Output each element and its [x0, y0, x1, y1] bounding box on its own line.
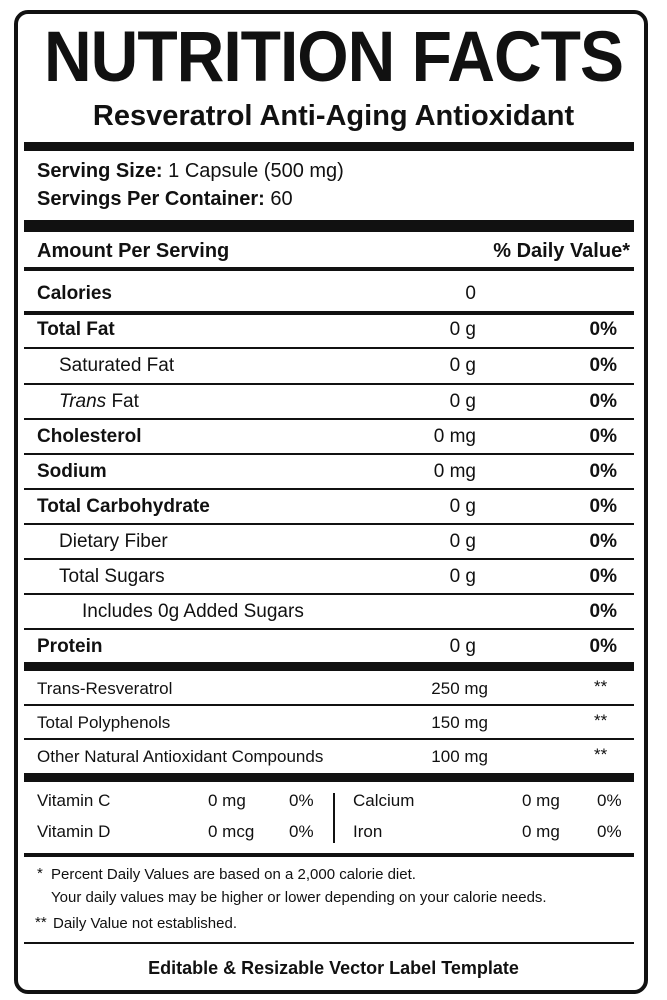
row-divider [24, 383, 634, 385]
row-divider [24, 418, 634, 420]
vitamin-label: Vitamin D [37, 822, 111, 841]
amount-per-serving-header: Amount Per Serving [37, 240, 230, 262]
mineral-label: Iron [353, 822, 383, 841]
divider-thick [24, 773, 634, 782]
nutrient-amount: 0 g [449, 319, 476, 340]
serving-size-value: 1 Capsule (500 mg) [162, 160, 344, 182]
nutrient-amount: 0 g [449, 391, 476, 412]
divider [24, 311, 634, 315]
mineral-label: Calcium [353, 791, 415, 810]
column-separator [333, 793, 335, 843]
supplement-amount: 100 mg [431, 747, 488, 766]
nutrient-amount: 0 g [449, 531, 476, 552]
divider-thick [24, 662, 634, 671]
nutrient-amount: 0 g [449, 496, 476, 517]
footnote-line: Your daily values may be higher or lower depending on your calorie needs. [51, 889, 547, 906]
nutrient-dv: 0% [589, 319, 617, 340]
supplement-dv: ** [594, 677, 608, 696]
footnote-mark: * [37, 865, 43, 882]
nutrient-dv: 0% [589, 531, 617, 552]
nutrient-dv: 0% [589, 636, 617, 657]
nutrient-dv: 0% [589, 355, 617, 376]
divider [24, 942, 634, 944]
nutrient-amount: 0 g [449, 566, 476, 587]
template-caption: Editable & Resizable Vector Label Template [148, 958, 519, 978]
supplement-label: Other Natural Antioxidant Compounds [37, 747, 324, 766]
row-divider [24, 488, 634, 490]
nutrient-label: Cholesterol [37, 426, 142, 447]
nutrient-label: Total Fat [37, 319, 115, 340]
row-divider [24, 347, 634, 349]
nutrient-dv: 0% [589, 461, 617, 482]
servings-per-container-label: Servings Per Container: [37, 188, 265, 210]
row-divider [24, 523, 634, 525]
nutrient-amount: 0 g [449, 355, 476, 376]
supplement-amount: 150 mg [431, 713, 488, 732]
nutrient-dv: 0% [589, 426, 617, 447]
row-divider [24, 593, 634, 595]
nutrient-label: Dietary Fiber [59, 531, 168, 552]
footnote-line: Percent Daily Values are based on a 2,000 calorie diet. [51, 866, 416, 883]
nutrient-amount: 0 mg [433, 461, 476, 482]
product-name: Resveratrol Anti-Aging Antioxidant [92, 100, 575, 132]
nutrient-amount: 0 g [449, 636, 476, 657]
mineral-amount: 0 mg [522, 791, 560, 810]
daily-value-header: % Daily Value* [493, 240, 630, 262]
footnote-mark: ** [35, 914, 47, 931]
nutrient-label: Protein [37, 636, 103, 657]
row-divider [24, 558, 634, 560]
nutrient-label [59, 391, 139, 413]
mineral-dv: 0% [597, 822, 622, 841]
mineral-dv: 0% [597, 791, 622, 810]
vitamin-dv: 0% [289, 822, 314, 841]
servings-per-container [37, 188, 293, 211]
calories-value: 0 [465, 283, 476, 304]
divider [24, 853, 634, 857]
supplement-dv: ** [594, 711, 608, 730]
label-title: NUTRITION FACTS [44, 16, 623, 96]
vitamin-label: Vitamin C [37, 791, 111, 810]
row-divider [24, 704, 634, 706]
supplement-label: Trans-Resveratrol [37, 679, 173, 698]
nutrient-label: Total Sugars [59, 566, 165, 587]
nutrient-label: Includes 0g Added Sugars [82, 601, 304, 622]
vitamin-dv: 0% [289, 791, 314, 810]
divider [24, 267, 634, 271]
trans-italic: Trans [59, 391, 107, 412]
trans-fat-rest: Fat [106, 391, 139, 412]
row-divider [24, 628, 634, 630]
nutrient-dv: 0% [589, 601, 617, 622]
supplement-amount: 250 mg [431, 679, 488, 698]
nutrient-label: Total Carbohydrate [37, 496, 210, 517]
row-divider [24, 453, 634, 455]
calories-label: Calories [37, 283, 112, 304]
nutrient-label: Sodium [37, 461, 107, 482]
mineral-amount: 0 mg [522, 822, 560, 841]
divider-thick [24, 142, 634, 151]
vitamin-amount: 0 mg [208, 791, 246, 810]
divider-heavy [24, 220, 634, 232]
serving-size [37, 160, 344, 183]
footnote-line: Daily Value not established. [53, 915, 237, 932]
nutrient-dv: 0% [589, 566, 617, 587]
nutrient-dv: 0% [589, 391, 617, 412]
nutrient-label: Saturated Fat [59, 355, 175, 376]
servings-per-container-value: 60 [264, 188, 293, 210]
nutrient-amount: 0 mg [433, 426, 476, 447]
nutrient-dv: 0% [589, 496, 617, 517]
vitamin-amount: 0 mcg [208, 822, 255, 841]
supplement-label: Total Polyphenols [37, 713, 171, 732]
supplement-dv: ** [594, 745, 608, 764]
row-divider [24, 738, 634, 740]
serving-size-label: Serving Size: [37, 160, 163, 182]
